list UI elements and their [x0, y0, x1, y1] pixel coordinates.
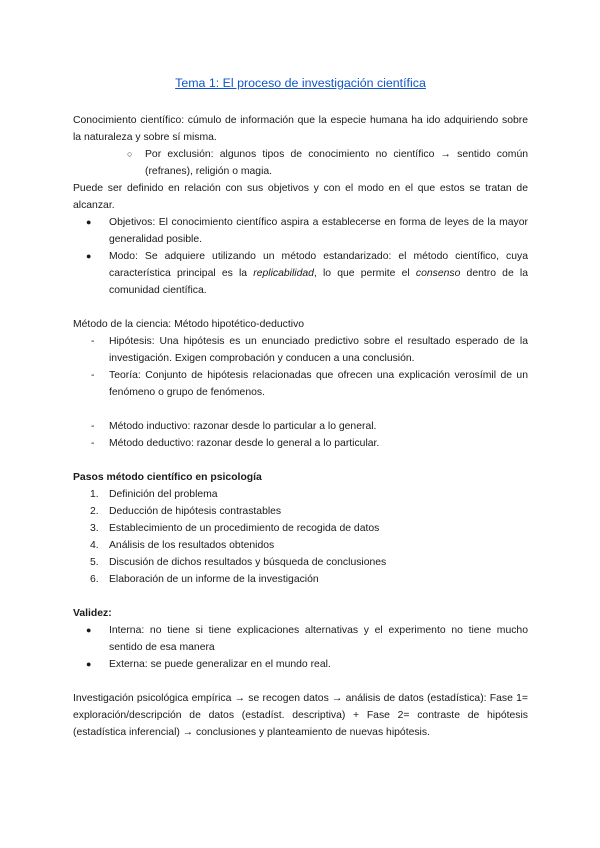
definition-list [73, 214, 528, 299]
modo-item [73, 248, 528, 299]
step-text: Discusión de dichos resultados y búsqueda de conclusiones [109, 557, 387, 568]
reasoning-item-text: Método inductivo: razonar desde lo particular a lo general. [109, 421, 377, 432]
spacer [73, 452, 528, 469]
validez-list [73, 622, 528, 673]
spacer [73, 673, 528, 690]
document-title: Tema 1: El proceso de investigación científica [175, 76, 426, 90]
step-item [73, 554, 528, 571]
step-text: Elaboración de un informe de la investigación [109, 574, 319, 585]
validez-item-interna [73, 622, 528, 656]
step-item [73, 571, 528, 588]
step-number: 5. [90, 557, 99, 568]
validez-item-externa [73, 656, 528, 673]
dash-marker: - [91, 336, 95, 347]
bullet-icon: ● [86, 217, 92, 227]
dash-marker: - [91, 421, 95, 432]
exclusion-list [73, 146, 528, 180]
step-text: Análisis de los resultados obtenidos [109, 540, 275, 551]
validez-heading: Validez: [73, 608, 112, 619]
reasoning-item-deductivo [73, 435, 528, 452]
spacer [73, 588, 528, 605]
step-text: Establecimiento de un procedimiento de recogida de datos [109, 523, 380, 534]
method-heading: Método de la ciencia: Método hipotético-deductivo [73, 319, 305, 330]
modo-text-2: , lo que permite el [313, 268, 416, 279]
step-item [73, 520, 528, 537]
validez-item-text: Interna: no tiene si tiene explicaciones alternativas y el experimento no tiene mucho sentido de esa manera [109, 625, 528, 653]
reasoning-item-inductivo [73, 418, 528, 435]
reasoning-list [73, 418, 528, 452]
method-list [73, 333, 528, 401]
validez-item-text: Externa: se puede generalizar en el mundo real. [109, 659, 331, 670]
steps-list [73, 486, 528, 588]
modo-emphasis-replicabilidad: replicabilidad [253, 268, 314, 279]
dash-marker: - [91, 438, 95, 449]
method-item-text: Teoría: Conjunto de hipótesis relacionadas que ofrecen una explicación verosímil de un fenómeno o grupo de fenómenos. [109, 370, 528, 398]
step-number: 6. [90, 574, 99, 585]
steps-heading: Pasos método científico en psicología [73, 472, 262, 483]
dash-marker: - [91, 370, 95, 381]
bullet-icon: ● [86, 659, 92, 669]
spacer [73, 401, 528, 418]
objetivos-item [73, 214, 528, 248]
method-item-hipotesis [73, 333, 528, 367]
spacer [73, 299, 528, 316]
step-text: Deducción de hipótesis contrastables [109, 506, 282, 517]
definition-paragraph: Puede ser definido en relación con sus objetivos y con el modo en el que estos se tratan de alcanzar. [73, 183, 528, 211]
circle-bullet-icon: ○ [127, 149, 133, 159]
step-number: 1. [90, 489, 99, 500]
step-item [73, 486, 528, 503]
exclusion-item [73, 146, 528, 180]
step-item [73, 537, 528, 554]
exclusion-text: Por exclusión: algunos tipos de conocimiento no científico → sentido común (refranes), religión o magia. [145, 149, 528, 177]
step-number: 3. [90, 523, 99, 534]
bullet-icon: ● [86, 251, 92, 261]
method-item-text: Hipótesis: Una hipótesis es un enunciado predictivo sobre el resultado esperado de la investigación. Exigen comprobación y conducen a una conclusión. [109, 336, 528, 364]
method-item-teoria [73, 367, 528, 401]
modo-emphasis-consenso: consenso [415, 268, 461, 279]
step-item [73, 503, 528, 520]
step-text: Definición del problema [109, 489, 218, 500]
step-number: 4. [90, 540, 99, 551]
objetivos-text: Objetivos: El conocimiento científico aspira a establecerse en forma de leyes de la mayor generalidad posible. [109, 217, 528, 245]
bullet-icon: ● [86, 625, 92, 635]
reasoning-item-text: Método deductivo: razonar desde lo general a lo particular. [109, 438, 380, 449]
modo-text-1: Modo: Se adquiere utilizando un método estandarizado: el método científico, cuya característica principal es la [109, 251, 528, 279]
intro-paragraph: Conocimiento científico: cúmulo de información que la especie humana ha ido adquiriendo sobre la naturaleza y sobre sí misma. [73, 115, 528, 143]
final-paragraph: Investigación psicológica empírica → se recogen datos → análisis de datos (estadística): Fase 1= exploración/descripción de datos (estadíst. descriptiva) + Fase 2= contraste de hipótesis (estadística inferencial) → conclusiones y planteamiento de nuevas hipótesis. [73, 693, 528, 738]
step-number: 2. [90, 506, 99, 517]
modo-text-3: dentro de la comunidad científica. [109, 268, 529, 296]
